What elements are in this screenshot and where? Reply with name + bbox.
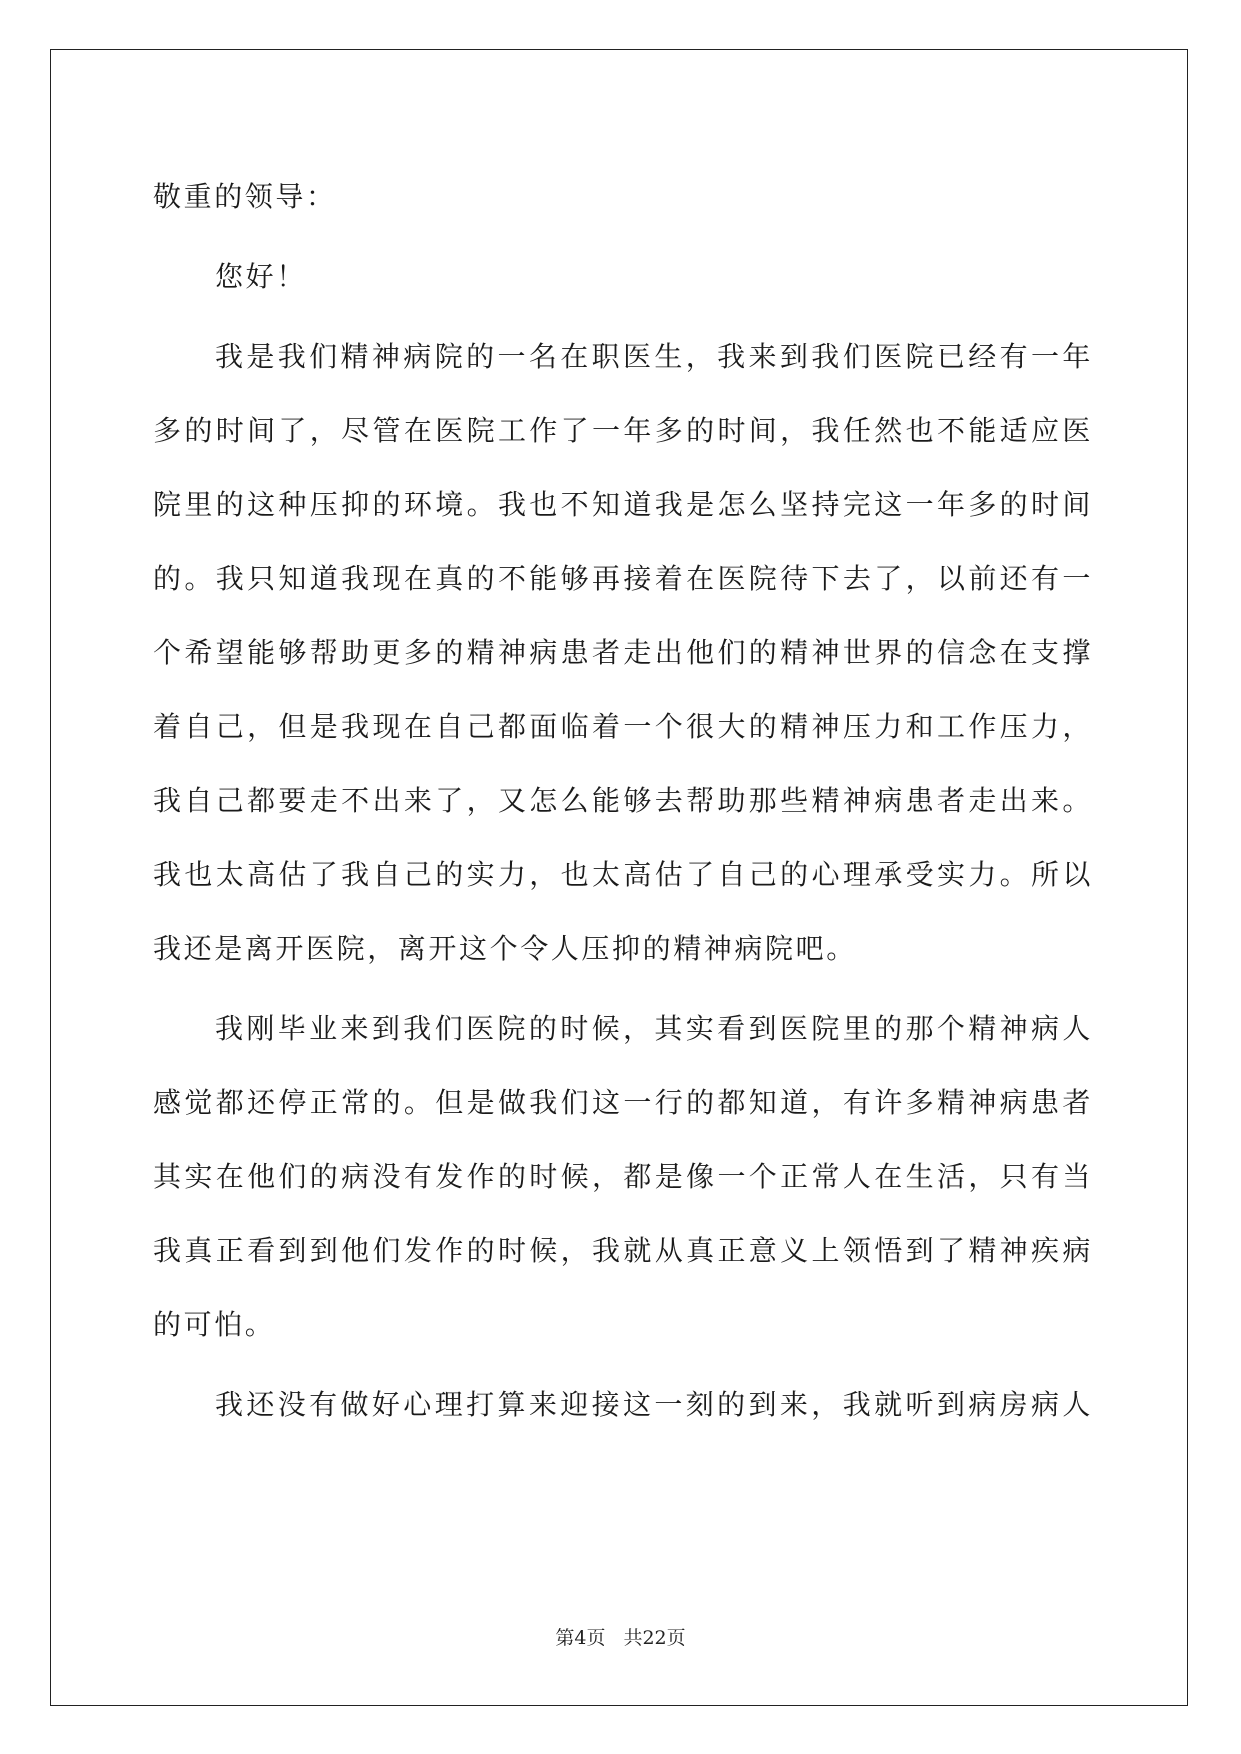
paragraph-line: 我还没有做好心理打算来迎接这一刻的到来，我就听到病房病人 [215, 1388, 1093, 1421]
paragraph-2 [153, 992, 1093, 1362]
paragraph-line: 其实在他们的病没有发作的时候，都是像一个正常人在生活，只有当 [153, 1160, 1093, 1193]
paragraph-line: 的。我只知道我现在真的不能够再接着在医院待下去了，以前还有一 [153, 562, 1093, 595]
paragraph-line: 我自己都要走不出来了，又怎么能够去帮助那些精神病患者走出来。 [153, 784, 1093, 817]
paragraph-line: 多的时间了，尽管在医院工作了一年多的时间，我任然也不能适应医 [153, 414, 1093, 447]
paragraph-line: 个希望能够帮助更多的精神病患者走出他们的精神世界的信念在支撑 [153, 636, 1093, 669]
paragraph-line: 感觉都还停正常的。但是做我们这一行的都知道，有许多精神病患者 [153, 1086, 1093, 1119]
paragraph-line: 我是我们精神病院的一名在职医生，我来到我们医院已经有一年 [215, 340, 1093, 373]
page-footer [0, 1623, 1241, 1650]
paragraph-line: 的可怕。 [153, 1308, 276, 1341]
paragraph-line: 院里的这种压抑的环境。我也不知道我是怎么坚持完这一年多的时间 [153, 488, 1093, 521]
paragraph-line: 我刚毕业来到我们医院的时候，其实看到医院里的那个精神病人 [215, 1012, 1093, 1045]
paragraph-3 [153, 1368, 1093, 1442]
paragraph-1 [153, 320, 1093, 986]
paragraph-line: 我真正看到到他们发作的时候，我就从真正意义上领悟到了精神疾病 [153, 1234, 1093, 1267]
salutation: 敬重的领导： [153, 180, 337, 213]
greeting: 您好！ [215, 260, 307, 293]
paragraph-line: 我还是离开医院，离开这个令人压抑的精神病院吧。 [153, 932, 857, 965]
page-number: 第4页 [555, 1627, 606, 1649]
paragraph-line: 着自己，但是我现在自己都面临着一个很大的精神压力和工作压力， [153, 710, 1093, 743]
page-total: 共22页 [623, 1627, 686, 1649]
letter-body [153, 160, 1093, 1442]
paragraph-line: 我也太高估了我自己的实力，也太高估了自己的心理承受实力。所以 [153, 858, 1093, 891]
